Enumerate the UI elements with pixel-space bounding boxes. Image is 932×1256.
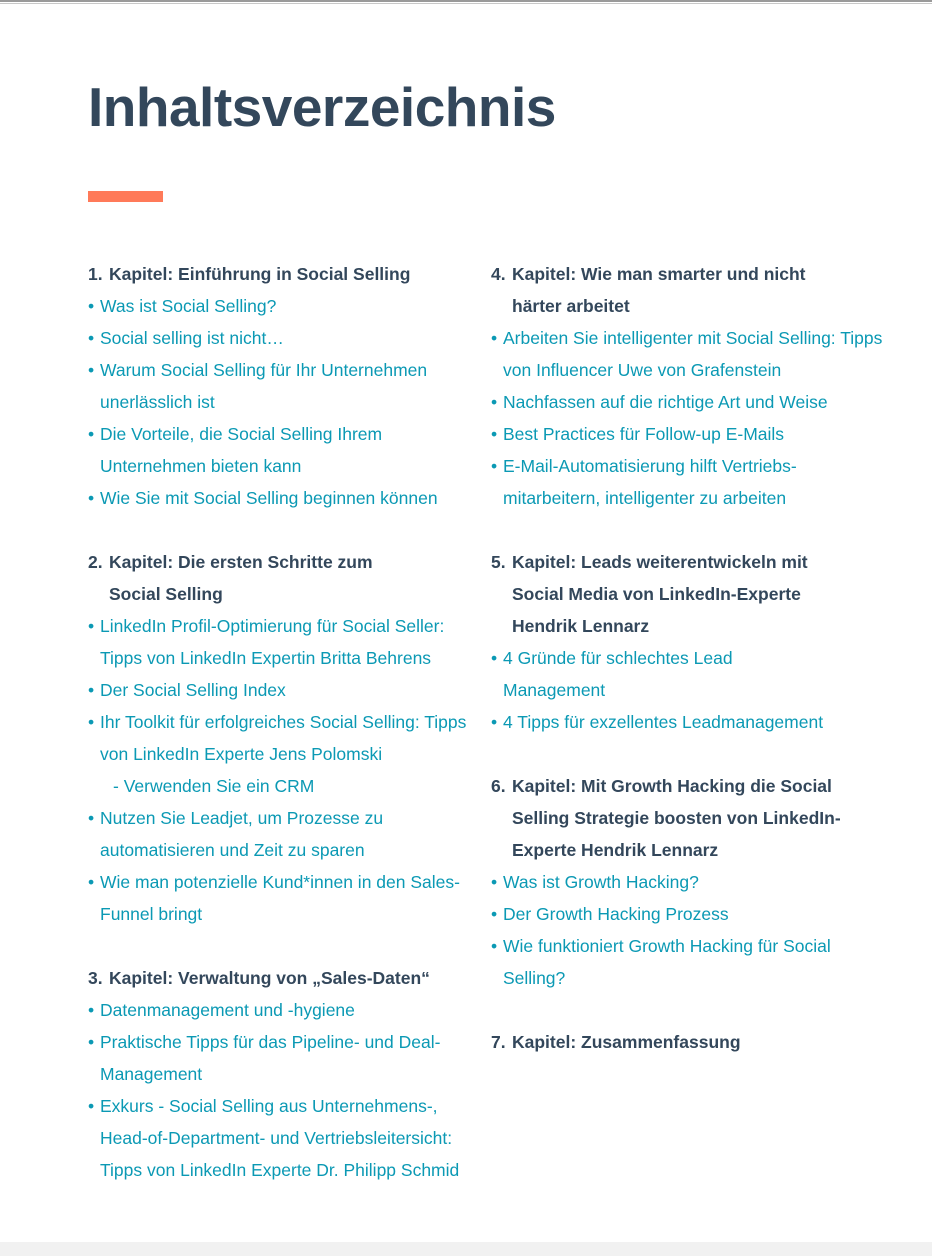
chapter-6 <box>491 770 911 994</box>
toc-link-label: Arbeiten Sie intelligenter mit Social Selling: Tipps von Influencer Uwe von Grafenstein <box>503 328 883 380</box>
toc-link-label: Der Growth Hacking Prozess <box>503 904 729 924</box>
chapter-7 <box>491 1026 911 1058</box>
chapter-number: 1. <box>88 264 103 284</box>
bullet-icon: • <box>491 872 498 892</box>
chapter-number: 3. <box>88 968 103 988</box>
toc-link-main: Ihr Toolkit für erfolgreiches Social Selling: Tipps von LinkedIn Experte Jens Polomski <box>100 712 467 764</box>
toc-link-label: Was ist Growth Hacking? <box>503 872 699 892</box>
toc-link-subitem: - Verwenden Sie ein CRM <box>113 776 315 796</box>
bullet-icon: • <box>491 648 498 668</box>
chapter-heading[interactable] <box>491 770 911 866</box>
toc-link[interactable] <box>491 930 911 994</box>
bullet-icon: • <box>88 1000 95 1020</box>
chapter-4 <box>491 258 911 514</box>
toc-link-label: Wie man potenzielle Kund*innen in den Sales-Funnel bringt <box>100 872 460 924</box>
chapter-heading[interactable] <box>491 1026 911 1058</box>
toc-link-label: E-Mail-Automatisierung hilft Vertriebs-mitarbeitern, intelligenter zu arbeiten <box>503 456 797 508</box>
toc-link-label: 4 Tipps für exzellentes Leadmanagement <box>503 712 824 732</box>
chapter-number: 2. <box>88 552 103 572</box>
chapter-title: Kapitel: Wie man smarter und nicht härter arbeitet <box>512 264 806 316</box>
toc-link[interactable] <box>88 706 480 802</box>
bullet-icon: • <box>88 680 95 700</box>
toc-link[interactable] <box>88 290 480 322</box>
bullet-icon: • <box>88 616 95 636</box>
bullet-icon: • <box>491 456 498 476</box>
bullet-icon: • <box>88 1032 95 1052</box>
bullet-icon: • <box>88 872 95 892</box>
toc-link-label: Praktische Tipps für das Pipeline- und Deal-Management <box>100 1032 441 1084</box>
toc-link[interactable] <box>88 354 480 418</box>
bullet-icon: • <box>491 392 498 412</box>
toc-link[interactable] <box>491 386 911 418</box>
bullet-icon: • <box>88 1096 95 1116</box>
chapter-title: Kapitel: Die ersten Schritte zum Social Selling <box>109 552 373 604</box>
toc-link[interactable] <box>88 610 480 674</box>
chapter-heading[interactable] <box>88 962 480 994</box>
page-bottom-edge <box>0 1242 932 1256</box>
toc-link-label: Best Practices für Follow-up E-Mails <box>503 424 785 444</box>
chapter-number: 4. <box>491 264 506 284</box>
toc-link[interactable] <box>491 642 911 706</box>
toc-link-label: Was ist Social Selling? <box>100 296 277 316</box>
toc-link-label: Nachfassen auf die richtige Art und Weise <box>503 392 828 412</box>
chapter-1 <box>88 258 480 514</box>
toc-link-label: Der Social Selling Index <box>100 680 286 700</box>
bullet-icon: • <box>88 328 95 348</box>
chapter-title: Kapitel: Mit Growth Hacking die Social Selling Strategie boosten von LinkedIn-Experte Hendrik Lennarz <box>512 776 841 860</box>
toc-link[interactable] <box>88 482 480 514</box>
toc-link[interactable] <box>491 450 911 514</box>
top-border <box>0 0 932 2</box>
toc-link[interactable] <box>491 418 911 450</box>
toc-link[interactable] <box>491 866 911 898</box>
toc-link-label <box>100 706 480 802</box>
toc-link[interactable] <box>491 706 911 738</box>
toc-link[interactable] <box>88 802 480 866</box>
toc-link[interactable] <box>491 898 911 930</box>
toc-link-label: Exkurs - Social Selling aus Unternehmens-, Head-of-Department- und Vertriebsleitersicht: Tipps von LinkedIn Experte Dr. Philipp Schmid <box>100 1096 460 1180</box>
toc-link-label: Nutzen Sie Leadjet, um Prozesse zu automatisieren und Zeit zu sparen <box>100 808 384 860</box>
bullet-icon: • <box>491 712 498 732</box>
toc-link-label: Datenmanagement und -hygiene <box>100 1000 355 1020</box>
bullet-icon: • <box>491 424 498 444</box>
toc-link-label: LinkedIn Profil-Optimierung für Social Seller: Tipps von LinkedIn Expertin Britta Behrens <box>100 616 445 668</box>
bullet-icon: • <box>88 360 95 380</box>
chapter-3 <box>88 962 480 1186</box>
bullet-icon: • <box>491 936 498 956</box>
toc-link-label: Wie Sie mit Social Selling beginnen können <box>100 488 438 508</box>
chapter-heading[interactable] <box>88 546 480 610</box>
bullet-icon: • <box>88 712 95 732</box>
chapter-title: Kapitel: Leads weiterentwickeln mit Social Media von LinkedIn-Experte Hendrik Lennarz <box>512 552 808 636</box>
bullet-icon: • <box>88 424 95 444</box>
chapter-heading[interactable] <box>491 546 911 642</box>
bullet-icon: • <box>491 904 498 924</box>
chapter-number: 6. <box>491 776 506 796</box>
chapter-heading[interactable] <box>491 258 911 322</box>
bullet-icon: • <box>491 328 498 348</box>
chapter-5 <box>491 546 911 738</box>
toc-link[interactable] <box>88 1026 480 1090</box>
chapter-number: 5. <box>491 552 506 572</box>
toc-link-label: Social selling ist nicht… <box>100 328 284 348</box>
toc-link[interactable] <box>88 866 480 930</box>
bullet-icon: • <box>88 488 95 508</box>
bullet-icon: • <box>88 296 95 316</box>
toc-right-column <box>491 258 911 1090</box>
toc-link-label: Warum Social Selling für Ihr Unternehmen unerlässlich ist <box>100 360 428 412</box>
chapter-number: 7. <box>491 1032 506 1052</box>
title-accent-bar <box>88 191 163 202</box>
chapter-2 <box>88 546 480 930</box>
chapter-heading[interactable] <box>88 258 480 290</box>
toc-link[interactable] <box>88 1090 480 1186</box>
toc-link-label: Die Vorteile, die Social Selling Ihrem Unternehmen bieten kann <box>100 424 383 476</box>
toc-link[interactable] <box>491 322 911 386</box>
toc-link-label: Wie funktioniert Growth Hacking für Social Selling? <box>503 936 831 988</box>
chapter-title: Kapitel: Einführung in Social Selling <box>109 264 411 284</box>
toc-link[interactable] <box>88 322 480 354</box>
chapter-title: Kapitel: Zusammenfassung <box>512 1032 741 1052</box>
toc-left-column <box>88 258 480 1218</box>
top-border-inner <box>0 3 932 4</box>
bullet-icon: • <box>88 808 95 828</box>
page-title: Inhaltsverzeichnis <box>88 76 556 138</box>
chapter-title: Kapitel: Verwaltung von „Sales-Daten“ <box>109 968 430 988</box>
toc-link[interactable] <box>88 994 480 1026</box>
toc-link[interactable] <box>88 418 480 482</box>
toc-link-label: 4 Gründe für schlechtes Lead Management <box>503 648 733 700</box>
toc-link[interactable] <box>88 674 480 706</box>
